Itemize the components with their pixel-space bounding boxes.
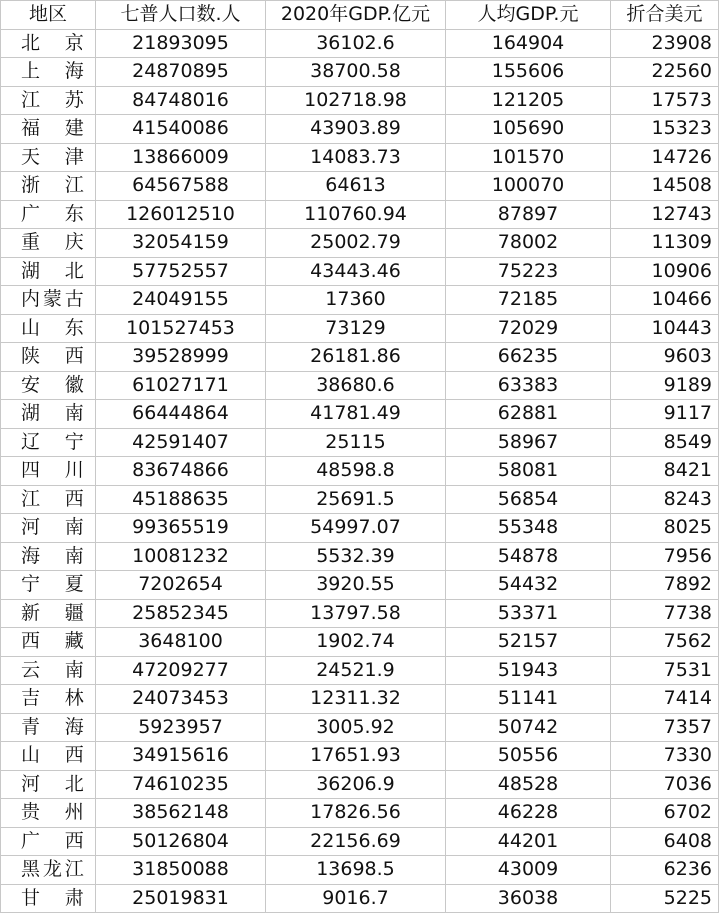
region-cell[interactable]: 湖 北 [1,257,96,286]
gdp-per-capita-cell[interactable]: 63383 [446,371,611,400]
gdp-per-capita-cell[interactable]: 50556 [446,742,611,771]
region-cell[interactable]: 黑龙江 [1,856,96,885]
gdp-cell[interactable]: 3920.55 [266,571,446,600]
gdp-per-capita-cell[interactable]: 101570 [446,143,611,172]
gdp-per-capita-cell[interactable]: 87897 [446,200,611,229]
table-body [1,29,719,913]
gdp-per-capita-cell[interactable]: 66235 [446,343,611,372]
gdp-cell[interactable]: 36206.9 [266,770,446,799]
population-cell[interactable]: 83674866 [96,457,266,486]
population-cell[interactable]: 74610235 [96,770,266,799]
region-cell[interactable]: 北 京 [1,29,96,58]
gdp-per-capita-cell[interactable]: 54432 [446,571,611,600]
gdp-per-capita-cell[interactable]: 43009 [446,856,611,885]
gdp-cell[interactable]: 12311.32 [266,685,446,714]
population-cell[interactable]: 66444864 [96,400,266,429]
table-row [1,799,719,828]
table-row [1,742,719,771]
gdp-cell[interactable]: 41781.49 [266,400,446,429]
population-cell[interactable]: 39528999 [96,343,266,372]
table-row [1,286,719,315]
population-cell[interactable]: 41540086 [96,115,266,144]
gdp-cell[interactable]: 13698.5 [266,856,446,885]
usd-cell[interactable]: 11309 [611,229,719,258]
usd-cell[interactable]: 6408 [611,827,719,856]
gdp-cell[interactable]: 17360 [266,286,446,315]
gdp-per-capita-cell[interactable]: 105690 [446,115,611,144]
table-row [1,428,719,457]
gdp-cell[interactable]: 25002.79 [266,229,446,258]
usd-cell[interactable]: 7892 [611,571,719,600]
gdp-cell[interactable]: 1902.74 [266,628,446,657]
header-gdp-per-capita[interactable]: 人均GDP.元 [446,1,611,30]
gdp-cell[interactable]: 54997.07 [266,514,446,543]
table-row [1,856,719,885]
gdp-per-capita-cell[interactable]: 72029 [446,314,611,343]
population-cell[interactable]: 45188635 [96,485,266,514]
region-cell[interactable]: 内蒙古 [1,286,96,315]
gdp-cell[interactable]: 48598.8 [266,457,446,486]
usd-cell[interactable]: 8421 [611,457,719,486]
table-row [1,514,719,543]
gdp-per-capita-cell[interactable]: 58967 [446,428,611,457]
population-cell[interactable]: 7202654 [96,571,266,600]
table-row [1,257,719,286]
table-row [1,628,719,657]
gdp-per-capita-cell[interactable]: 52157 [446,628,611,657]
usd-cell[interactable]: 7414 [611,685,719,714]
table-row [1,599,719,628]
gdp-cell[interactable]: 17651.93 [266,742,446,771]
usd-cell[interactable]: 23908 [611,29,719,58]
gdp-per-capita-cell[interactable]: 51141 [446,685,611,714]
table-row [1,58,719,87]
population-cell[interactable]: 38562148 [96,799,266,828]
population-cell[interactable]: 21893095 [96,29,266,58]
region-cell[interactable]: 新 疆 [1,599,96,628]
region-cell[interactable]: 辽 宁 [1,428,96,457]
usd-cell[interactable]: 12743 [611,200,719,229]
population-cell[interactable]: 13866009 [96,143,266,172]
usd-cell[interactable]: 7562 [611,628,719,657]
table-row [1,229,719,258]
gdp-cell[interactable]: 3005.92 [266,713,446,742]
gdp-per-capita-cell[interactable]: 121205 [446,86,611,115]
table-row [1,86,719,115]
gdp-cell[interactable]: 36102.6 [266,29,446,58]
header-gdp-2020[interactable]: 2020年GDP.亿元 [266,1,446,30]
gdp-cell[interactable]: 102718.98 [266,86,446,115]
table-row [1,143,719,172]
usd-cell[interactable]: 7357 [611,713,719,742]
region-cell[interactable]: 湖 南 [1,400,96,429]
gdp-cell[interactable]: 24521.9 [266,656,446,685]
gdp-per-capita-cell[interactable]: 48528 [446,770,611,799]
gdp-per-capita-cell[interactable]: 44201 [446,827,611,856]
region-cell[interactable]: 河 北 [1,770,96,799]
gdp-cell[interactable]: 43903.89 [266,115,446,144]
population-cell[interactable]: 34915616 [96,742,266,771]
table-row [1,656,719,685]
table-row [1,400,719,429]
population-cell[interactable]: 50126804 [96,827,266,856]
table-row [1,571,719,600]
gdp-cell[interactable]: 14083.73 [266,143,446,172]
population-cell[interactable]: 42591407 [96,428,266,457]
population-cell[interactable]: 84748016 [96,86,266,115]
region-cell[interactable]: 吉 林 [1,685,96,714]
region-cell[interactable]: 西 藏 [1,628,96,657]
population-cell[interactable]: 10081232 [96,542,266,571]
population-cell[interactable]: 99365519 [96,514,266,543]
gdp-cell[interactable]: 22156.69 [266,827,446,856]
region-cell[interactable]: 云 南 [1,656,96,685]
population-cell[interactable]: 24870895 [96,58,266,87]
region-cell[interactable]: 甘 肃 [1,884,96,913]
gdp-cell[interactable]: 5532.39 [266,542,446,571]
population-cell[interactable]: 31850088 [96,856,266,885]
usd-cell[interactable]: 9603 [611,343,719,372]
gdp-cell[interactable]: 9016.7 [266,884,446,913]
region-cell[interactable]: 山 东 [1,314,96,343]
usd-cell[interactable]: 14726 [611,143,719,172]
gdp-per-capita-cell[interactable]: 51943 [446,656,611,685]
header-usd-equivalent[interactable]: 折合美元 [611,1,719,30]
usd-cell[interactable]: 9117 [611,400,719,429]
gdp-per-capita-cell[interactable]: 100070 [446,172,611,201]
usd-cell[interactable]: 14508 [611,172,719,201]
gdp-per-capita-cell[interactable]: 50742 [446,713,611,742]
region-cell[interactable]: 贵 州 [1,799,96,828]
gdp-per-capita-cell[interactable]: 58081 [446,457,611,486]
population-cell[interactable]: 25852345 [96,599,266,628]
population-cell[interactable]: 47209277 [96,656,266,685]
header-region[interactable]: 地区 [1,1,96,30]
usd-cell[interactable]: 15323 [611,115,719,144]
gdp-per-capita-cell[interactable]: 62881 [446,400,611,429]
gdp-per-capita-cell[interactable]: 75223 [446,257,611,286]
gdp-per-capita-cell[interactable]: 164904 [446,29,611,58]
gdp-per-capita-cell[interactable]: 54878 [446,542,611,571]
gdp-per-capita-cell[interactable]: 55348 [446,514,611,543]
region-cell[interactable]: 江 西 [1,485,96,514]
table-row [1,172,719,201]
region-cell[interactable]: 浙 江 [1,172,96,201]
region-cell[interactable]: 重 庆 [1,229,96,258]
region-cell[interactable]: 安 徽 [1,371,96,400]
usd-cell[interactable]: 8243 [611,485,719,514]
population-cell[interactable]: 101527453 [96,314,266,343]
population-cell[interactable]: 24073453 [96,685,266,714]
table-row [1,770,719,799]
population-cell[interactable]: 126012510 [96,200,266,229]
region-cell[interactable]: 海 南 [1,542,96,571]
table-header [1,1,719,30]
usd-cell[interactable]: 6236 [611,856,719,885]
region-cell[interactable]: 广 东 [1,200,96,229]
usd-cell[interactable]: 7531 [611,656,719,685]
table-row [1,200,719,229]
table-row [1,314,719,343]
table-row [1,343,719,372]
usd-cell[interactable]: 22560 [611,58,719,87]
gdp-per-capita-cell[interactable]: 46228 [446,799,611,828]
gdp-per-capita-cell[interactable]: 72185 [446,286,611,315]
gdp-per-capita-cell[interactable]: 56854 [446,485,611,514]
header-population[interactable]: 七普人口数.人 [96,1,266,30]
region-cell[interactable]: 天 津 [1,143,96,172]
usd-cell[interactable]: 10906 [611,257,719,286]
gdp-cell[interactable]: 25115 [266,428,446,457]
population-cell[interactable]: 24049155 [96,286,266,315]
usd-cell[interactable]: 8025 [611,514,719,543]
table-row [1,115,719,144]
population-cell[interactable]: 25019831 [96,884,266,913]
population-cell[interactable]: 32054159 [96,229,266,258]
gdp-cell[interactable]: 38700.58 [266,58,446,87]
table-row [1,884,719,913]
table-row [1,371,719,400]
gdp-cell[interactable]: 64613 [266,172,446,201]
usd-cell[interactable]: 10466 [611,286,719,315]
population-cell[interactable]: 5923957 [96,713,266,742]
table-row [1,827,719,856]
gdp-per-capita-cell[interactable]: 53371 [446,599,611,628]
gdp-cell[interactable]: 26181.86 [266,343,446,372]
usd-cell[interactable]: 7738 [611,599,719,628]
region-cell[interactable]: 青 海 [1,713,96,742]
gdp-cell[interactable]: 25691.5 [266,485,446,514]
usd-cell[interactable]: 10443 [611,314,719,343]
usd-cell[interactable]: 7956 [611,542,719,571]
region-cell[interactable]: 河 南 [1,514,96,543]
population-cell[interactable]: 3648100 [96,628,266,657]
gdp-cell[interactable]: 43443.46 [266,257,446,286]
gdp-cell[interactable]: 110760.94 [266,200,446,229]
gdp-per-capita-cell[interactable]: 155606 [446,58,611,87]
usd-cell[interactable]: 9189 [611,371,719,400]
header-row [1,1,719,30]
gdp-cell[interactable]: 17826.56 [266,799,446,828]
table-row [1,713,719,742]
gdp-per-capita-cell[interactable]: 78002 [446,229,611,258]
usd-cell[interactable]: 8549 [611,428,719,457]
table-row [1,29,719,58]
table-row [1,685,719,714]
region-cell[interactable]: 福 建 [1,115,96,144]
usd-cell[interactable]: 7330 [611,742,719,771]
gdp-per-capita-cell[interactable]: 36038 [446,884,611,913]
population-cell[interactable]: 64567588 [96,172,266,201]
region-cell[interactable]: 上 海 [1,58,96,87]
table-row [1,542,719,571]
region-cell[interactable]: 山 西 [1,742,96,771]
usd-cell[interactable]: 5225 [611,884,719,913]
region-cell[interactable]: 江 苏 [1,86,96,115]
population-cell[interactable]: 61027171 [96,371,266,400]
table-row [1,457,719,486]
region-cell[interactable]: 广 西 [1,827,96,856]
table-row [1,485,719,514]
region-cell[interactable]: 四 川 [1,457,96,486]
region-cell[interactable]: 宁 夏 [1,571,96,600]
region-cell[interactable]: 陕 西 [1,343,96,372]
usd-cell[interactable]: 17573 [611,86,719,115]
gdp-cell[interactable]: 73129 [266,314,446,343]
gdp-cell[interactable]: 13797.58 [266,599,446,628]
gdp-cell[interactable]: 38680.6 [266,371,446,400]
usd-cell[interactable]: 6702 [611,799,719,828]
usd-cell[interactable]: 7036 [611,770,719,799]
population-cell[interactable]: 57752557 [96,257,266,286]
